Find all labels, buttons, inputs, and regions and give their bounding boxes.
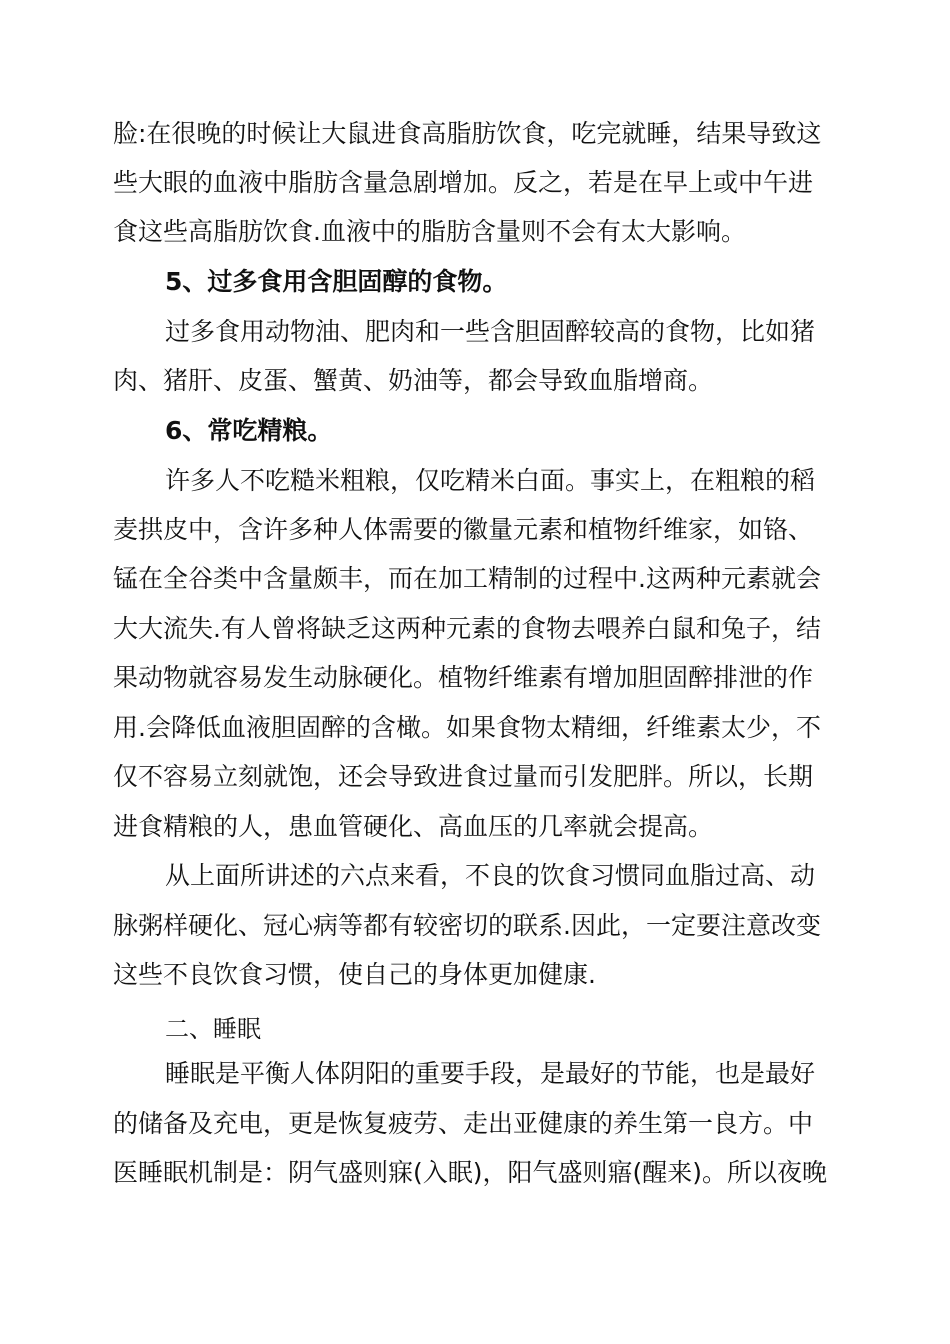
paragraph-line: 脉粥样硬化、冠心病等都有较密切的联系.因此，一定要注意改变 xyxy=(113,911,821,940)
paragraph-line: 进食精粮的人，患血管硬化、高血压的几率就会提高。 xyxy=(113,812,714,841)
paragraph-line: 这些不良饮食习惯，使自己的身体更加健康. xyxy=(113,960,596,989)
paragraph-line: 睡眠是平衡人体阴阳的重要手段，是最好的节能，也是最好 xyxy=(165,1059,816,1088)
section-heading-sleep: 二、睡眠 xyxy=(165,1015,261,1043)
paragraph-line: 脸:在很晚的时候让大鼠进食高脂肪饮食，吃完就睡，结果导致这 xyxy=(113,119,822,148)
paragraph-line: 锰在全谷类中含量颇丰，而在加工精制的过程中.这两种元素就会 xyxy=(113,564,821,593)
paragraph-line: 医睡眠机制是：阴气盛则寐(入眠)，阳气盛则寤(醒来)。所以夜晚 xyxy=(113,1158,828,1187)
section-heading-6: 6、常吃精粮。 xyxy=(165,416,333,445)
paragraph-line: 用.会降低血液胆固醉的含橄。如果食物太精细，纤维素太少，不 xyxy=(113,713,821,742)
paragraph-line: 的储备及充电，更是恢复疲劳、走出亚健康的养生第一良方。中 xyxy=(113,1109,814,1138)
section-heading-5: 5、过多食用含胆固醇的食物。 xyxy=(165,267,508,296)
paragraph-line: 果动物就容易发生动脉硬化。植物纤维素有增加胆固醉排泄的作 xyxy=(113,663,814,692)
paragraph-line: 些大眼的血液中脂肪含量急剧增加。反之，若是在早上或中午进 xyxy=(113,168,814,197)
paragraph-line: 过多食用动物油、肥肉和一些含胆固醉较高的食物，比如猪 xyxy=(165,317,816,346)
paragraph-line: 从上面所讲述的六点来看，不良的饮食习惯同血脂过高、动 xyxy=(165,861,816,890)
paragraph-line: 大大流失.有人曾将缺乏这两种元素的食物去喂养白鼠和兔子，结 xyxy=(113,614,821,643)
paragraph-line: 食这些高脂肪饮食.血液中的脂肪含量则不会有太大影响。 xyxy=(113,217,746,246)
paragraph-line: 仅不容易立刻就饱，还会导致进食过量而引发肥胖。所以，长期 xyxy=(113,762,814,791)
paragraph-line: 麦拱皮中，含许多种人体需要的徽量元素和植物纤维家，如铬、 xyxy=(113,515,814,544)
paragraph-line: 肉、猪肝、皮蛋、蟹黄、奶油等，都会导致血脂增商。 xyxy=(113,366,714,395)
paragraph-line: 许多人不吃糙米粗粮，仅吃精米白面。事实上，在粗粮的稻 xyxy=(165,466,816,495)
